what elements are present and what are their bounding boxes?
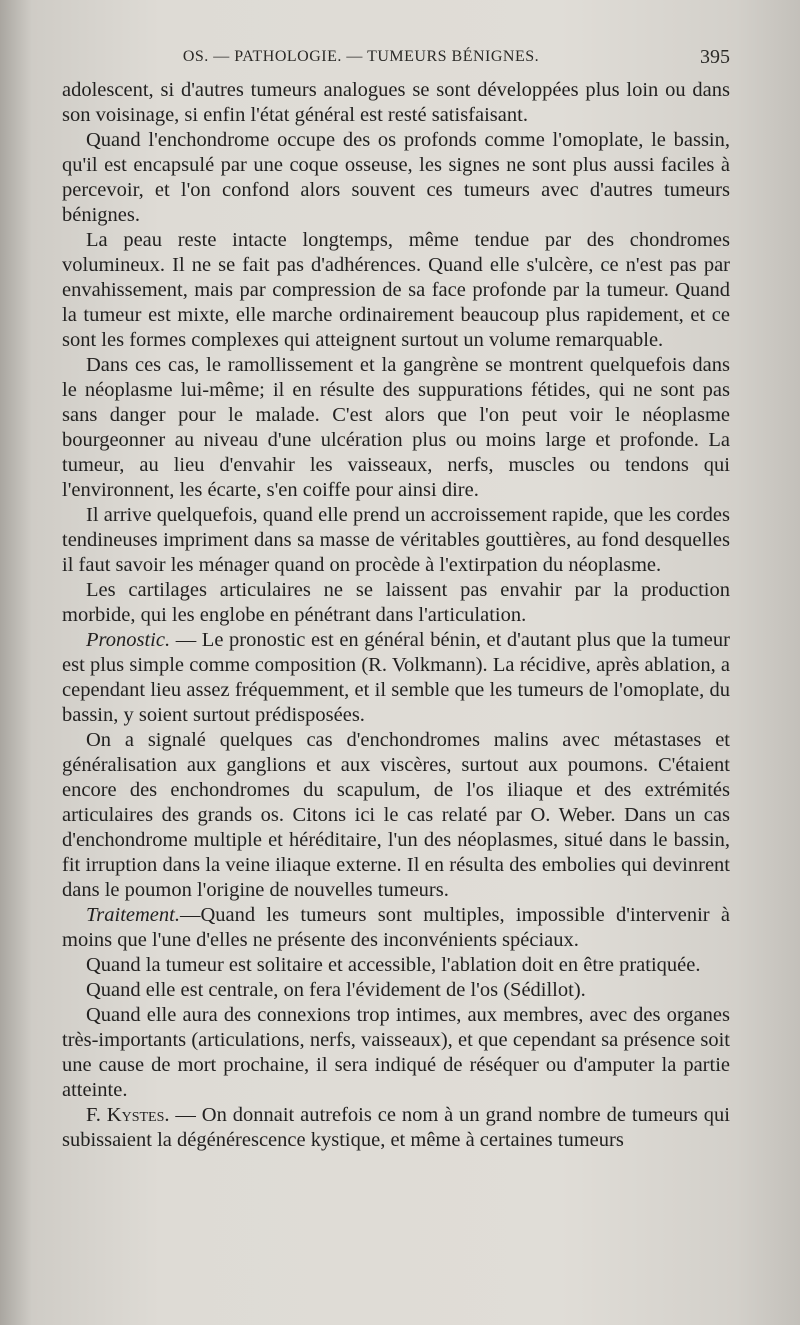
page-header bbox=[62, 44, 730, 72]
page-number: 395 bbox=[700, 46, 730, 68]
body-text bbox=[62, 78, 730, 1153]
kystes-heading: F. Kystes. bbox=[86, 1104, 170, 1126]
kystes-text: — On donnait autrefois ce nom à un grand nombre de tumeurs qui subissaient la dégénérescence kystique, et même à certaines tumeurs bbox=[62, 1104, 730, 1151]
paragraph-amputation: Quand elle aura des connexions trop intimes, aux membres, avec des organes très-importants (articulations, nerfs, vaisseaux), et que cependant sa présence soit une cause de mort prochaine, il sera indiqué de réséquer ou d'amputer la partie atteinte. bbox=[62, 1004, 730, 1101]
paragraph-continued: adolescent, si d'autres tumeurs analogues se sont développées plus loin ou dans son voisinage, si enfin l'état général est resté satisfaisant. bbox=[62, 79, 730, 126]
pronostic-heading: Pronostic. bbox=[86, 629, 171, 651]
paragraph-tendons: Il arrive quelquefois, quand elle prend un accroissement rapide, que les cordes tendineuses impriment dans sa masse de véritables gouttières, au fond desquelles il faut savoir les ménager quand on procède à l'extirpation du néoplasme. bbox=[62, 504, 730, 576]
paragraph-pronostic bbox=[62, 628, 730, 728]
paragraph-traitement bbox=[62, 903, 730, 953]
running-head: OS. — PATHOLOGIE. — TUMEURS BÉNIGNES. bbox=[182, 48, 540, 65]
traitement-heading: Traitement. bbox=[86, 904, 180, 926]
paragraph-malignant: On a signalé quelques cas d'enchondromes malins avec métastases et généralisation aux ganglions et aux viscères, surtout aux poumons. C'étaient encore des enchondromes du scapulum, de l'os iliaque et des extrémités articulaires des grands os. Citons ici le cas relaté par O. Weber. Dans un cas d'enchondrome multiple et héréditaire, l'un des néoplasmes, situé dans le bassin, fit irruption dans la veine iliaque externe. Il en résulta des embolies qui devinrent dans le poumon l'origine de nouvelles tumeurs. bbox=[62, 729, 730, 901]
paragraph-solitary: Quand la tumeur est solitaire et accessible, l'ablation doit en être pratiquée. bbox=[86, 954, 701, 976]
traitement-text: —Quand les tumeurs sont multiples, impossible d'intervenir à moins que l'une d'elles ne présente des inconvénients spéciaux. bbox=[62, 904, 730, 951]
paragraph-kystes bbox=[62, 1103, 730, 1153]
paragraph-gangrene: Dans ces cas, le ramollissement et la gangrène se montrent quelquefois dans le néoplasme lui-même; il en résulte des suppurations fétides, qui ne sont pas sans danger pour le malade. C'est alors que l'on peut voir le néoplasme bourgeonner au niveau d'une ulcération plus ou moins large et profonde. La tumeur, au lieu d'envahir les vaisseaux, nerfs, muscles ou tendons qui l'environnent, les écarte, s'en coiffe pour ainsi dire. bbox=[62, 354, 730, 501]
pronostic-text: — Le pronostic est en général bénin, et d'autant plus que la tumeur est plus simple comme composition (R. Volkmann). La récidive, après ablation, a cependant lieu assez fréquemment, et il semble que les tumeurs de l'omoplate, du bassin, y soient surtout prédisposées. bbox=[62, 629, 730, 726]
paragraph-deep-bones: Quand l'enchondrome occupe des os profonds comme l'omoplate, le bassin, qu'il est encapsulé par une coque osseuse, les signes ne sont plus aussi faciles à percevoir, et l'on confond alors souvent ces tumeurs avec d'autres tumeurs bénignes. bbox=[62, 129, 730, 226]
paragraph-cartilage: Les cartilages articulaires ne se laissent pas envahir par la production morbide, qui les englobe en pénétrant dans l'articulation. bbox=[62, 579, 730, 626]
paragraph-central: Quand elle est centrale, on fera l'évidement de l'os (Sédillot). bbox=[86, 979, 586, 1001]
paragraph-skin: La peau reste intacte longtemps, même tendue par des chondromes volumineux. Il ne se fait pas d'adhérences. Quand elle s'ulcère, ce n'est pas par envahissement, mais par compression de sa face profonde par la tumeur. Quand la tumeur est mixte, elle marche ordinairement beaucoup plus rapidement, et ce sont les formes complexes qui atteignent surtout un volume remarquable. bbox=[62, 229, 730, 351]
